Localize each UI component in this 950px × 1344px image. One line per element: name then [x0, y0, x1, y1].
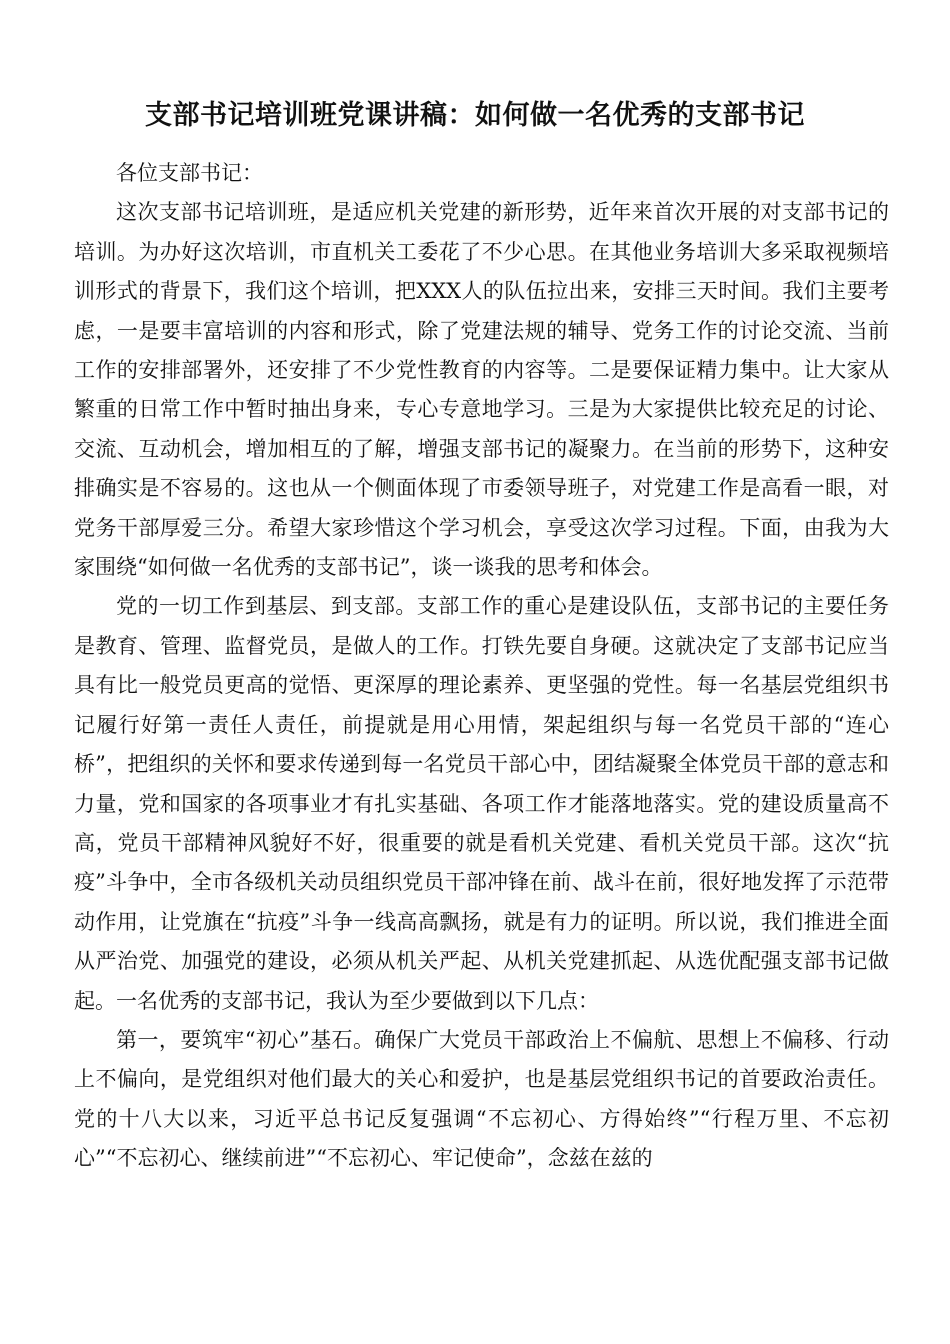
document-title: 支部书记培训班党课讲稿：如何做一名优秀的支部书记	[145, 100, 805, 131]
body-paragraph-2: 党的一切工作到基层、到支部。支部工作的重心是建设队伍，支部书记的主要任务是教育、管理、监督党员，是做人的工作。打铁先要自身硬。这就决定了支部书记应当具有比一般党员更高的觉悟、更深厚的理论素养、更坚强的党性。每一名基层党组织书记履行好第一责任人责任，前提就是用心用情，架起组织与每一名党员干部的“连心桥”，把组织的关怀和要求传递到每一名党员干部心中，团结凝聚全体党员干部的意志和力量，党和国家的各项事业才有扎实基础、各项工作才能落地落实。党的建设质量高不高，党员干部精神风貌好不好，很重要的就是看机关党建、看机关党员干部。这次“抗疫”斗争中，全市各级机关动员组织党员干部冲锋在前、战斗在前，很好地发挥了示范带动作用，让党旗在“抗疫”斗争一线高高飘扬，就是有力的证明。所以说，我们推进全面从严治党、加强党的建设，必须从机关严起、从机关党建抓起、从选优配强支部书记做起。一名优秀的支部书记，我认为至少要做到以下几点：	[74, 594, 889, 1013]
body-paragraph-1: 这次支部书记培训班，是适应机关党建的新形势，近年来首次开展的对支部书记的培训。为办好这次培训，市直机关工委花了不少心思。在其他业务培训大多采取视频培训形式的背景下，我们这个培训，把XXX人的队伍拉出来，安排三天时间。我们主要考虑，一是要丰富培训的内容和形式，除了党建法规的辅导、党务工作的讨论交流、当前工作的安排部署外，还安排了不少党性教育的内容等。二是要保证精力集中。让大家从繁重的日常工作中暂时抽出身来，专心专意地学习。三是为大家提供比较充足的讨论、交流、互动机会，增加相互的了解，增强支部书记的凝聚力。在当前的形势下，这种安排确实是不容易的。这也从一个侧面体现了市委领导班子，对党建工作是高看一眼，对党务干部厚爱三分。希望大家珍惜这个学习机会，享受这次学习过程。下面，由我为大家围绕“如何做一名优秀的支部书记”，谈一谈我的思考和体会。	[74, 200, 889, 580]
document-body	[74, 154, 889, 1179]
salutation: 各位支部书记：	[116, 161, 263, 185]
body-paragraph-3: 第一，要筑牢“初心”基石。确保广大党员干部政治上不偏航、思想上不偏移、行动上不偏向，是党组织对他们最大的关心和爱护，也是基层党组织书记的首要政治责任。党的十八大以来，习近平总书记反复强调“不忘初心、方得始终”“行程万里、不忘初心”“不忘初心、继续前进”“不忘初心、牢记使命”，念兹在兹的	[74, 1027, 889, 1171]
